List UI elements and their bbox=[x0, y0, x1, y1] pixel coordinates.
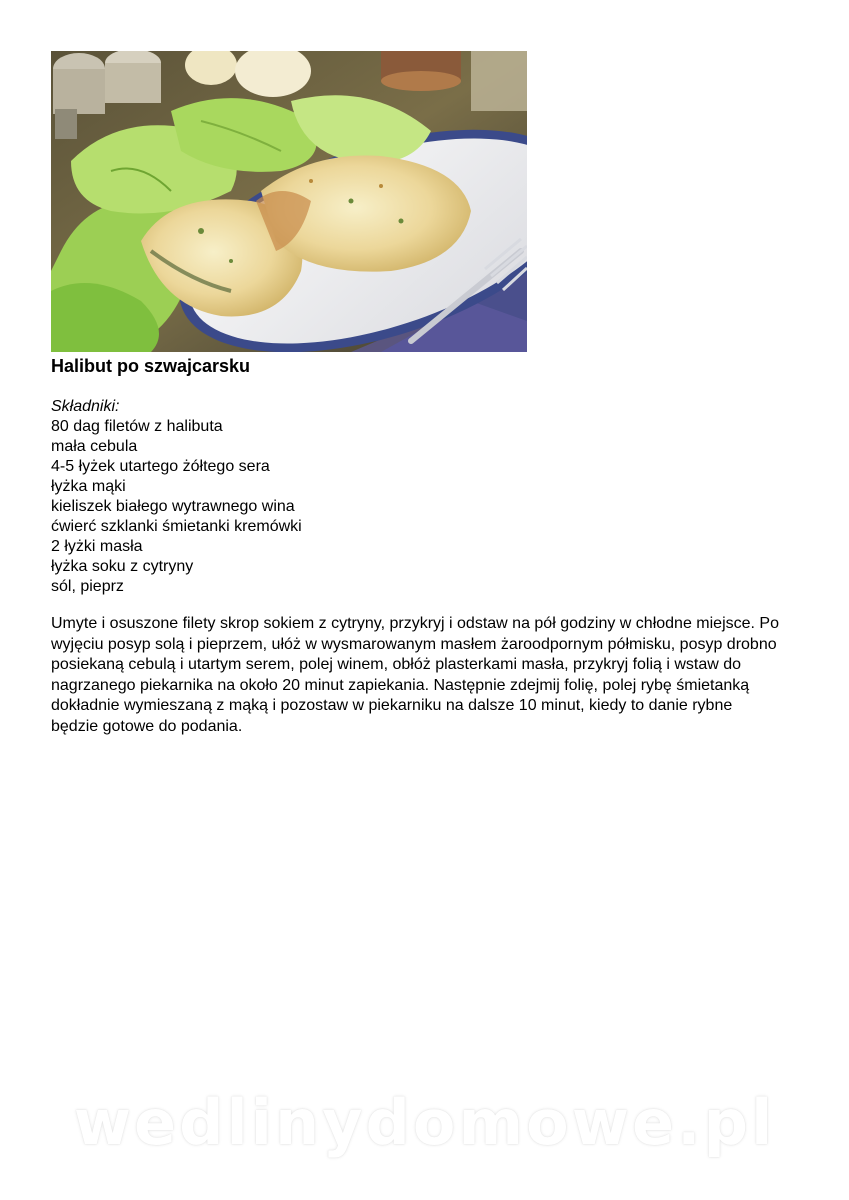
ingredients-heading: Składniki: bbox=[51, 398, 120, 415]
watermark: wedlinydomowe.pl bbox=[73, 1086, 776, 1159]
ingredient-item: sól, pieprz bbox=[51, 578, 124, 595]
ingredient-item: ćwierć szklanki śmietanki kremówki bbox=[51, 518, 302, 535]
recipe-title: Halibut po szwajcarsku bbox=[51, 356, 251, 376]
ingredient-item: mała cebula bbox=[51, 438, 138, 455]
dish-photo bbox=[51, 51, 527, 352]
ingredient-item: kieliszek białego wytrawnego wina bbox=[51, 498, 295, 515]
ingredient-item: łyżka mąki bbox=[51, 478, 126, 495]
recipe-instructions: Umyte i osuszone filety skrop sokiem z cytryny, przykryj i odstaw na pół godziny w chłodne miejsce. Po wyjęciu posyp solą i pieprzem, ułóż w wysmarowanym masłem żaroodpornym półmisku, posyp drobno posiekaną cebulą i utartym serem, polej winem, obłóż plasterkami masła, przykryj folią i wstaw do nagrzanego piekarnika na około 20 minut zapiekania. Następnie zdejmij folię, polej rybę śmietanką dokładnie wymieszaną z mąką i pozostaw w piekarniku na dalsze 10 minut, kiedy to danie rybne będzie gotowe do podania. bbox=[51, 615, 779, 735]
ingredient-item: 80 dag filetów z halibuta bbox=[51, 418, 223, 435]
ingredients-list bbox=[51, 417, 302, 597]
ingredients-section bbox=[51, 397, 302, 597]
ingredient-item: 4-5 łyżek utartego żółtego sera bbox=[51, 458, 270, 475]
ingredient-item: 2 łyżki masła bbox=[51, 538, 143, 555]
ingredient-item: łyżka soku z cytryny bbox=[51, 558, 194, 575]
